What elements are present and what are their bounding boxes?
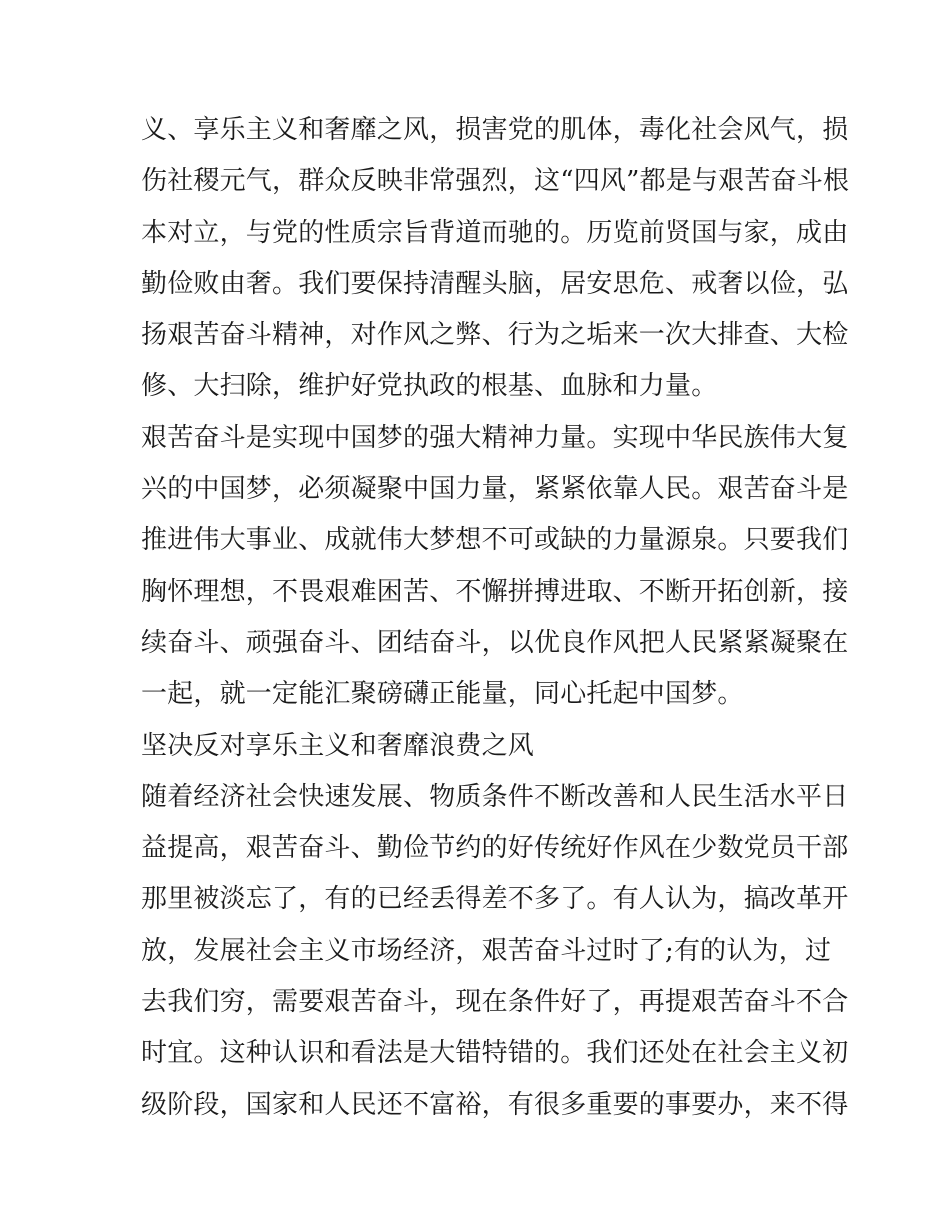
text-line: 去我们穷，需要艰苦奋斗，现在条件好了，再提艰苦奋斗不合	[141, 987, 849, 1018]
text-line: 随着经济社会快速发展、物质条件不断改善和人民生活水平日	[141, 781, 849, 812]
text-line: 修、大扫除，维护好党执政的根基、血脉和力量。	[141, 371, 718, 402]
text-line: 伤社稷元气，群众反映非常强烈，这“四风”都是与艰苦奋斗根	[141, 166, 850, 197]
text-line: 级阶段，国家和人民还不富裕，有很多重要的事要办，来不得	[141, 1089, 849, 1120]
text-line: 那里被淡忘了，有的已经丢得差不多了。有人认为，搞改革开	[141, 884, 849, 915]
text-line: 一起，就一定能汇聚磅礴正能量，同心托起中国梦。	[141, 679, 744, 710]
document-body	[141, 105, 850, 1131]
text-line: 义、享乐主义和奢靡之风，损害党的肌体，毒化社会风气，损	[141, 115, 849, 145]
text-line: 勤俭败由奢。我们要保持清醒头脑，居安思危、戒奢以俭，弘	[141, 268, 849, 299]
text-line: 胸怀理想，不畏艰难困苦、不懈拼搏进取、不断开拓创新，接	[141, 576, 849, 607]
text-line: 本对立，与党的性质宗旨背道而驰的。历览前贤国与家，成由	[141, 217, 849, 248]
text-line: 兴的中国梦，必须凝聚中国力量，紧紧依靠人民。艰苦奋斗是	[141, 474, 849, 505]
text-line: 推进伟大事业、成就伟大梦想不可或缺的力量源泉。只要我们	[141, 525, 849, 556]
text-line: 续奋斗、顽强奋斗、团结奋斗，以优良作风把人民紧紧凝聚在	[141, 627, 849, 658]
text-line: 益提高，艰苦奋斗、勤俭节约的好传统好作风在少数党员干部	[141, 833, 849, 864]
text-line: 艰苦奋斗是实现中国梦的强大精神力量。实现中华民族伟大复	[141, 422, 849, 453]
text-line: 放，发展社会主义市场经济，艰苦奋斗过时了;有的认为，过	[141, 935, 832, 966]
text-line: 时宜。这种认识和看法是大错特错的。我们还处在社会主义初	[141, 1038, 849, 1069]
section-heading: 坚决反对享乐主义和奢靡浪费之风	[141, 730, 535, 761]
text-line: 扬艰苦奋斗精神，对作风之弊、行为之垢来一次大排查、大检	[141, 320, 849, 351]
